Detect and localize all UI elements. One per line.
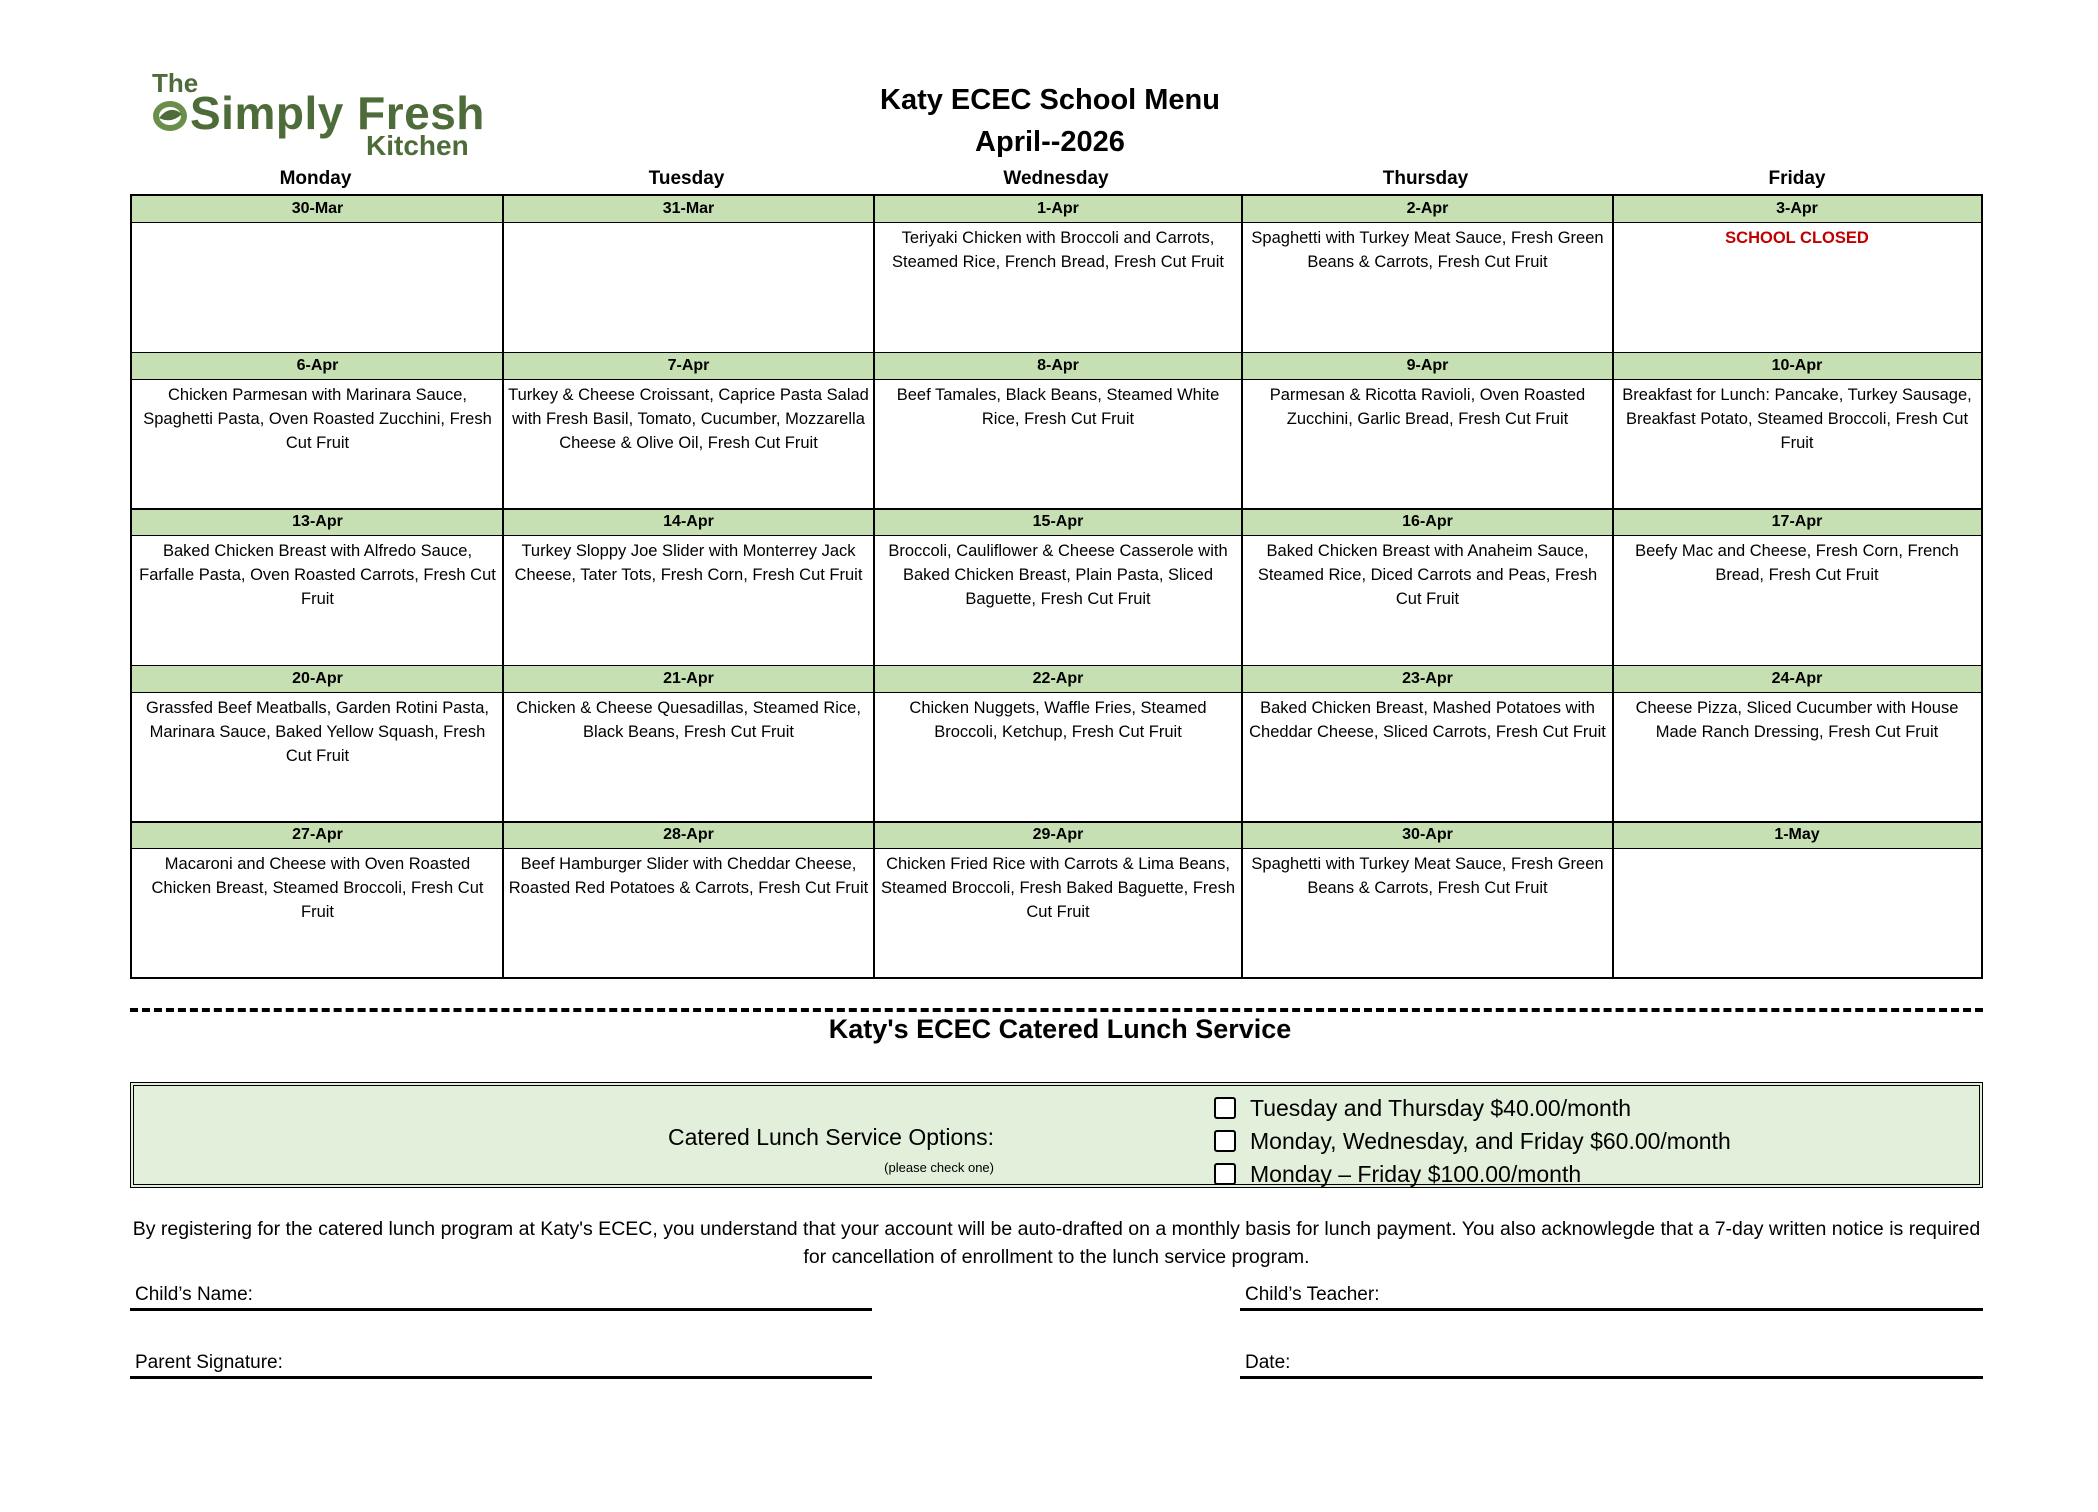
day-cell <box>132 196 503 352</box>
column-divider <box>1612 196 1614 977</box>
menu-text: Beef Tamales, Black Beans, Steamed White Rice, Fresh Cut Fruit <box>896 385 1220 428</box>
date-label: 6-Apr <box>132 353 503 380</box>
option-label: Monday – Friday $100.00/month <box>1250 1161 1582 1187</box>
day-cell <box>132 353 503 509</box>
menu-text: Breakfast for Lunch: Pancake, Turkey Sausage, Breakfast Potato, Steamed Broccoli, Fresh Cut Fruit <box>1622 385 1972 452</box>
day-cell <box>503 353 874 509</box>
parent-signature-field[interactable] <box>130 1342 872 1379</box>
week-row <box>132 822 1981 978</box>
week-divider <box>132 508 1981 510</box>
date-label: 20-Apr <box>132 666 503 693</box>
day-header: Thursday <box>1382 168 1469 189</box>
week-divider <box>132 352 1981 354</box>
catered-section-title: Katy's ECEC Catered Lunch Service <box>828 1014 1292 1044</box>
day-cell <box>132 666 503 822</box>
date-label: 29-Apr <box>874 822 1242 849</box>
checkbox-icon[interactable] <box>1214 1097 1236 1119</box>
date-field[interactable] <box>1240 1342 1983 1379</box>
date-label: 1-Apr <box>874 196 1242 223</box>
day-cell <box>503 196 874 352</box>
logo-the: The <box>152 68 199 98</box>
child-teacher-label: Child’s Teacher: <box>1245 1284 1380 1305</box>
day-header: Tuesday <box>648 168 725 189</box>
menu-text: Spaghetti with Turkey Meat Sauce, Fresh Green Beans & Carrots, Fresh Cut Fruit <box>1251 229 1604 271</box>
date-label: 1-May <box>1613 822 1981 849</box>
week-row <box>132 196 1981 352</box>
date-label: 14-Apr <box>503 509 874 536</box>
day-cell <box>1613 196 1981 352</box>
column-divider <box>1241 196 1243 977</box>
column-divider <box>502 196 504 977</box>
menu-text: Chicken Nuggets, Waffle Fries, Steamed Broccoli, Ketchup, Fresh Cut Fruit <box>909 698 1207 741</box>
day-cell <box>1242 353 1613 509</box>
date-label: 30-Mar <box>132 196 503 223</box>
day-header: Wednesday <box>1003 168 1109 189</box>
day-cell <box>1613 353 1981 509</box>
options-label: Catered Lunch Service Options: <box>667 1124 994 1150</box>
date-label: 21-Apr <box>503 666 874 693</box>
menu-text <box>1613 849 1981 855</box>
menu-text: Beefy Mac and Cheese, Fresh Corn, French Bread, Fresh Cut Fruit <box>1635 542 1959 584</box>
day-cell <box>1242 196 1613 352</box>
menu-text <box>503 223 874 229</box>
option-tue-thu[interactable] <box>1214 1094 1631 1122</box>
date-label: 15-Apr <box>874 509 1242 536</box>
child-name-field[interactable] <box>130 1274 872 1311</box>
menu-text: Turkey Sloppy Joe Slider with Monterrey Jack Cheese, Tater Tots, Fresh Corn, Fresh Cut Fruit <box>514 542 863 584</box>
leaf-logo-icon <box>150 98 190 134</box>
menu-calendar-grid <box>130 194 1983 979</box>
option-mon-fri[interactable] <box>1214 1160 1581 1188</box>
option-label: Monday, Wednesday, and Friday $60.00/month <box>1250 1128 1731 1154</box>
cut-line-divider <box>130 1008 1983 1012</box>
date-label: 27-Apr <box>132 822 503 849</box>
date-label: 16-Apr <box>1242 509 1613 536</box>
checkbox-icon[interactable] <box>1214 1163 1236 1185</box>
date-label: 13-Apr <box>132 509 503 536</box>
menu-text: Parmesan & Ricotta Ravioli, Oven Roasted Zucchini, Garlic Bread, Fresh Cut Fruit <box>1269 385 1586 428</box>
enrollment-notice: By registering for the catered lunch program at Katy's ECEC, you understand that your account will be auto-drafted on a monthly basis for lunch payment. You also acknowlegde that a 7-day written notice is required for cancellation of enrollment to the lunch service program. <box>132 1218 1981 1268</box>
week-divider <box>132 821 1981 823</box>
menu-text: Broccoli, Cauliflower & Cheese Casserole with Baked Chicken Breast, Plain Pasta, Sliced Baguette, Fresh Cut Fruit <box>888 542 1228 608</box>
day-header: Monday <box>279 168 352 189</box>
simply-fresh-logo <box>150 68 490 160</box>
day-header: Friday <box>1768 168 1826 189</box>
menu-text: Spaghetti with Turkey Meat Sauce, Fresh Green Beans & Carrots, Fresh Cut Fruit <box>1251 855 1604 897</box>
day-cell <box>1613 666 1981 822</box>
date-label: 23-Apr <box>1242 666 1613 693</box>
menu-text: Chicken Parmesan with Marinara Sauce, Spaghetti Pasta, Oven Roasted Zucchini, Fresh Cut Fruit <box>143 385 492 452</box>
date-label: 3-Apr <box>1613 196 1981 223</box>
menu-text: Cheese Pizza, Sliced Cucumber with House Made Ranch Dressing, Fresh Cut Fruit <box>1635 698 1959 741</box>
options-sublabel: (please check one) <box>884 1160 994 1175</box>
logo-kitchen: Kitchen <box>366 130 469 161</box>
date-label: 10-Apr <box>1613 353 1981 380</box>
week-row <box>132 666 1981 822</box>
day-cell <box>874 196 1242 352</box>
date-label: 9-Apr <box>1242 353 1613 380</box>
menu-text: Macaroni and Cheese with Oven Roasted Chicken Breast, Steamed Broccoli, Fresh Cut Fruit <box>151 855 484 921</box>
school-closed-label: SCHOOL CLOSED <box>1725 229 1869 247</box>
date-label: 17-Apr <box>1613 509 1981 536</box>
day-cell <box>503 666 874 822</box>
menu-text: Baked Chicken Breast with Alfredo Sauce, Farfalle Pasta, Oven Roasted Carrots, Fresh Cut Fruit <box>139 542 496 608</box>
date-label: 8-Apr <box>874 353 1242 380</box>
child-name-label: Child’s Name: <box>135 1284 253 1305</box>
day-cell <box>1242 509 1613 665</box>
date-label: 28-Apr <box>503 822 874 849</box>
column-divider <box>873 196 875 977</box>
menu-text: Teriyaki Chicken with Broccoli and Carrots, Steamed Rice, French Bread, Fresh Cut Fruit <box>892 229 1224 271</box>
day-cell <box>503 509 874 665</box>
day-cell <box>132 509 503 665</box>
date-label: 24-Apr <box>1613 666 1981 693</box>
date-label: 31-Mar <box>503 196 874 223</box>
date-label: 7-Apr <box>503 353 874 380</box>
day-cell <box>874 822 1242 978</box>
day-cell <box>874 666 1242 822</box>
day-cell <box>1613 822 1981 978</box>
date-label: 22-Apr <box>874 666 1242 693</box>
week-row <box>132 353 1981 509</box>
week-row <box>132 509 1981 665</box>
checkbox-icon[interactable] <box>1214 1130 1236 1152</box>
day-cell <box>132 822 503 978</box>
child-teacher-field[interactable] <box>1240 1274 1983 1311</box>
day-cell <box>503 822 874 978</box>
date-label: 30-Apr <box>1242 822 1613 849</box>
menu-text <box>132 223 503 229</box>
day-cell <box>874 353 1242 509</box>
menu-text: Grassfed Beef Meatballs, Garden Rotini Pasta, Marinara Sauce, Baked Yellow Squash, Fresh Cut Fruit <box>145 698 489 765</box>
logo-simply-fresh: Simply Fresh <box>190 87 485 139</box>
menu-text: Chicken & Cheese Quesadillas, Steamed Rice, Black Beans, Fresh Cut Fruit <box>516 698 861 741</box>
page-subtitle: April--2026 <box>975 126 1125 158</box>
option-label: Tuesday and Thursday $40.00/month <box>1250 1095 1632 1121</box>
day-cell <box>1242 822 1613 978</box>
page-title: Katy ECEC School Menu <box>880 84 1220 116</box>
catered-options-box <box>130 1082 1983 1188</box>
date-label: Date: <box>1245 1352 1291 1373</box>
menu-text: Baked Chicken Breast with Anaheim Sauce, Steamed Rice, Diced Carrots and Peas, Fresh Cut Fruit <box>1257 542 1598 608</box>
date-label: 2-Apr <box>1242 196 1613 223</box>
parent-signature-label: Parent Signature: <box>135 1352 283 1373</box>
menu-text: Turkey & Cheese Croissant, Caprice Pasta Salad with Fresh Basil, Tomato, Cucumber, Mozzarella Cheese & Olive Oil, Fresh Cut Fruit <box>508 385 869 452</box>
option-mon-wed-fri[interactable] <box>1214 1127 1731 1155</box>
week-divider <box>132 665 1981 667</box>
day-cell <box>1242 666 1613 822</box>
menu-text: Beef Hamburger Slider with Cheddar Cheese, Roasted Red Potatoes & Carrots, Fresh Cut Fruit <box>508 855 869 897</box>
menu-text: Baked Chicken Breast, Mashed Potatoes with Cheddar Cheese, Sliced Carrots, Fresh Cut Fruit <box>1249 698 1606 741</box>
menu-text: Chicken Fried Rice with Carrots & Lima Beans, Steamed Broccoli, Fresh Baked Baguette, Fresh Cut Fruit <box>880 855 1235 921</box>
day-cell <box>874 509 1242 665</box>
day-cell <box>1613 509 1981 665</box>
